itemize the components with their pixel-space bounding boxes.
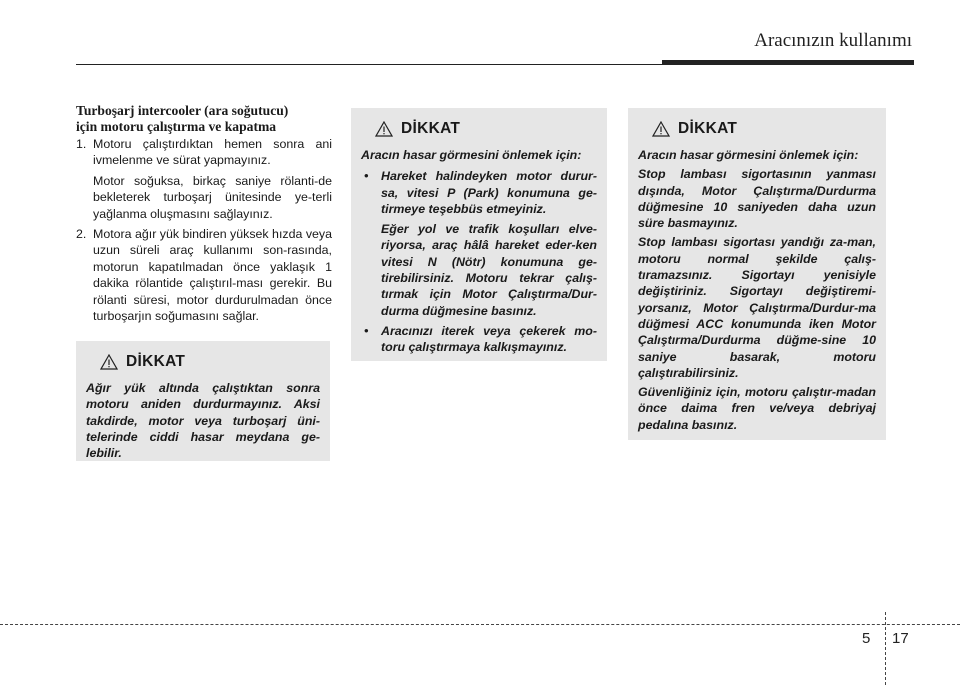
list-item-text: Motoru çalıştırdıktan hemen sonra ani ivmelenme ve sürat yapmayınız. xyxy=(93,137,332,168)
list-item xyxy=(76,136,332,222)
caution-intro: Aracın hasar görmesini önlemek için: xyxy=(361,148,582,162)
list-item-text: Motora ağır yük bindiren yüksek hızda veya uzun süreli araç kullanımı son-rasında, motorun kapatılmadan önce yaklaşık 1 dakika rölantide çalıştırıl-ması gerekir. Bu rölanti süresi, motor durdurulmadan önce turboşarjın soğumasını sağlar. xyxy=(93,227,332,324)
caution-text: Ağır yük altında çalıştıktan sonra motoru aniden durdurmayınız. Aksi takdirde, motor veya turboşarj üni-telerinde ciddi hasar meydana ge-lebilir. xyxy=(86,381,320,461)
list-item xyxy=(76,226,332,324)
footer-rule xyxy=(0,624,960,625)
section-heading: Turboşarj intercooler (ara soğutucu) için motoru çalıştırma ve kapatma xyxy=(76,103,289,134)
list-item-text: Motor soğuksa, birkaç saniye rölanti-de bekleterek turboşarj ünitesinde ye-terli yağlanma oluşmasını sağlayınız. xyxy=(93,173,332,221)
list-item: • Aracınızı iterek veya çekerek mo-toru çalıştırmaya kalkışmayınız. xyxy=(364,323,597,355)
turbo-section xyxy=(76,103,332,324)
list-item-number: 1. xyxy=(76,137,87,151)
header-rule xyxy=(76,64,662,65)
list-item: • Hareket halindeyken motor durur-sa, vitesi P (Park) konumuna ge-tirmeye teşebbüs etmeyiniz. Eğer yol ve trafik koşulları elve-riyorsa, araç hâlâ hareket eder-ken vitesi N (Nötr) konumuna ge-tirebilirsiniz. Motoru tekrar çalış-tırmak için Motor Çalıştırma/Dur-durma düğmesine basınız. xyxy=(364,169,597,318)
caution-text: Eğer yol ve trafik koşulları elve-riyorsa, araç hâlâ hareket eder-ken vitesi N (Nötr) konumuna ge-tirebilirsiniz. Motoru tekrar çalış-tırmak için Motor Çalıştırma/Dur-durma düğmesine basınız. xyxy=(381,222,597,318)
caution-title: DİKKAT xyxy=(100,353,320,371)
footer-divider xyxy=(885,612,886,685)
caution-bullets xyxy=(361,168,597,355)
header-rule-accent xyxy=(662,60,914,65)
caution-title: DİKKAT xyxy=(375,120,597,138)
caution-text: Stop lambası sigortasının yanması dışında, Motor Çalıştırma/Durdurma düğmesine 10 saniyeden daha uzun süre basmayınız. xyxy=(638,167,876,231)
instruction-list xyxy=(76,136,332,324)
caution-text: Stop lambası sigortası yandığı za-man, motoru normal şekilde çalış-tıramazsınız. Sigortayı yenisiyle değiştiriniz. Sigortayı değiştiremi-yorsanız, Motor Çalıştırma/Durdur-ma düğmesi ACC konumunda iken Motor Çalıştırma/Durdurma düğme-sine 10 saniye basarak, motoru çalıştırabilirsiniz. xyxy=(638,235,876,380)
page-header-title: Aracınızın kullanımı xyxy=(754,30,912,51)
caution-text: Aracın hasar görmesini önlemek için: xyxy=(638,148,859,162)
page-number: 17 xyxy=(892,630,909,647)
caution-text: Hareket halindeyken motor durur-sa, vitesi P (Park) konumuna ge-tirmeye teşebbüs etmeyiniz. xyxy=(381,169,597,216)
warning-triangle-icon xyxy=(652,121,670,137)
caution-box-start-button xyxy=(628,108,886,440)
caution-box-engine-stall xyxy=(351,108,607,361)
list-item-number: 2. xyxy=(76,227,87,242)
caution-box-heavy-load xyxy=(76,341,330,461)
caution-text: Güvenliğiniz için, motoru çalıştır-madan önce daima fren ve/veya debriyaj pedalına basınız. xyxy=(638,385,876,432)
caution-title: DİKKAT xyxy=(652,120,876,138)
warning-triangle-icon xyxy=(375,121,393,137)
caution-text: Aracınızı iterek veya çekerek mo-toru çalıştırmaya kalkışmayınız. xyxy=(381,323,597,355)
warning-triangle-icon xyxy=(100,354,118,370)
chapter-number: 5 xyxy=(862,630,871,647)
